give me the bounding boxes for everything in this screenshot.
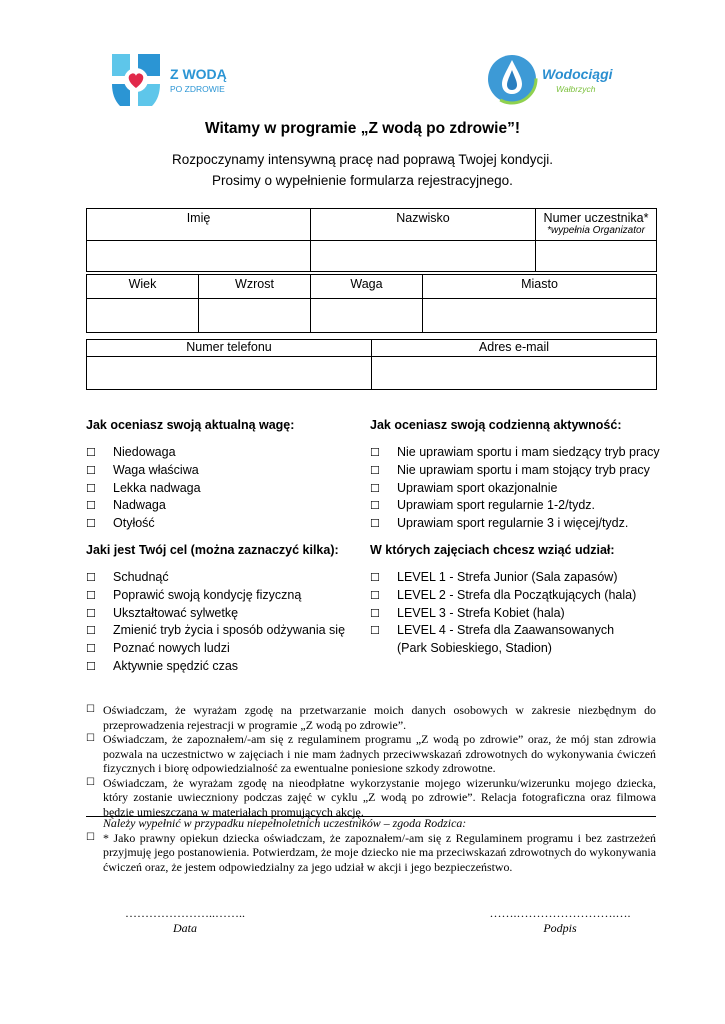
age-field[interactable] [87,299,199,333]
checkbox-icon[interactable]: ☐ [370,463,380,477]
contact-data-table [86,339,657,390]
checkbox-icon[interactable]: ☐ [86,499,96,513]
declaration-item[interactable]: ☐ Oświadczam, że zapoznałem/-am się z regulaminem programu „Z wodą po zdrowie” oraz, że mój stan zdrowia pozwala na uczestnictwo w zajęciach i nie mam żadnych przeciwwskazań zdrowotnych do wykonywania ćwiczeń fizycznych i biorę odpowiedzialność za ewentualne poniesione szkody zdrowotne. [86,732,656,775]
option-item[interactable]: ☐ Aktywnie spędzić czas [86,658,366,676]
logo-text-line1: Z WODĄ [170,66,227,82]
question-heading: Jak oceniasz swoją codzienną aktywność: [370,418,622,432]
signature-label: Podpis [543,921,577,935]
page-title: Witamy w programie „Z wodą po zdrowie”! [204,120,521,137]
page-subtitle-2: Prosimy o wypełnienie formularza rejestracyjnego. [212,173,513,188]
declaration-item[interactable]: ☐ Oświadczam, że wyrażam zgodę na nieodpłatne wykorzystanie mojego wizerunku/wizerunku mojego dziecka, który zostanie uwieczniony podczas zajęć w cyklu „Z wodą po zdrowie”. Relacja fotograficzna oraz filmowa będzie umieszczana w materiałach promujących akcję. [86,775,656,819]
checkbox-icon[interactable]: ☐ [86,588,96,602]
checkbox-icon[interactable]: ☐ [370,517,380,531]
signature-dotted-line[interactable]: …….…………………….…. [489,906,631,920]
checkbox-icon[interactable]: ☐ [370,446,380,459]
z-woda-po-zdrowie-logo [108,52,228,110]
water-drop-icon [486,52,538,106]
checkbox-icon[interactable]: ☐ [86,517,96,531]
checkbox-icon[interactable]: ☐ [370,606,380,620]
checkbox-icon[interactable]: ☐ [86,571,96,584]
height-label: Wzrost [199,275,311,299]
city-field[interactable] [423,299,657,333]
city-label: Miasto [423,275,657,299]
minor-consent [86,816,656,874]
personal-data-table [86,208,657,272]
option-item[interactable]: ☐ Waga właściwa [86,462,356,480]
classes-question [370,543,660,658]
option-item[interactable]: ☐ LEVEL 4 - Strefa dla Zaawansowanych (Park Sobieskiego, Stadion) [370,622,660,658]
option-item[interactable]: ☐ Schudnąć [86,569,366,587]
guardian-declaration[interactable]: ☐ * Jako prawny opiekun dziecka oświadczam, że zapoznałem/-am się z Regulaminem programu i bez zastrzeżeń przyjmuję jego postanowienia. Potwierdzam, że moje dziecko nie ma przeciwskazań zdrowotnych do wykonywania ćwiczeń oraz, że jestem odpowiedzialny za jego udział w akcji i jego bezpieczeństwo. [86,830,656,874]
checkbox-icon[interactable]: ☐ [86,704,95,715]
participant-number-field[interactable] [536,241,657,272]
option-item[interactable]: ☐ Zmienić tryb życia i sposób odżywania się [86,622,366,640]
logo-text-line2: Wałbrzych [556,84,596,94]
activity-question [370,418,660,533]
checkbox-icon[interactable]: ☐ [86,606,96,620]
weight-label: Waga [311,275,423,299]
option-item[interactable]: ☐ Uprawiam sport regularnie 1-2/tydz. [370,497,660,515]
checkbox-icon[interactable]: ☐ [86,733,95,744]
option-item[interactable]: ☐ Nadwaga [86,497,356,515]
last-name-label: Nazwisko [311,209,536,241]
question-heading: Jak oceniasz swoją aktualną wagę: [86,418,295,432]
phone-label: Numer telefonu [87,340,372,357]
date-label: Data [173,921,197,935]
checkbox-icon[interactable]: ☐ [370,481,380,495]
checkbox-icon[interactable]: ☐ [86,463,96,477]
weight-field[interactable] [311,299,423,333]
goal-question [86,543,366,676]
checkbox-icon[interactable]: ☐ [86,659,96,673]
logo-text-line2: PO ZDROWIE [170,84,225,94]
option-item[interactable]: ☐ Uprawiam sport regularnie 3 i więcej/tydz. [370,515,660,533]
page-subtitle-1: Rozpoczynamy intensywną pracę nad poprawą Twojej kondycji. [172,152,553,167]
option-item[interactable]: ☐ LEVEL 2 - Strefa dla Początkujących (hala) [370,587,660,605]
option-item[interactable]: ☐ Niedowaga [86,444,356,462]
declaration-item[interactable]: ☐ Oświadczam, że wyrażam zgodę na przetwarzanie moich danych osobowych w zakresie niezbędnym do przeprowadzenia rejestracji w programie „Z wodą po zdrowie”. [86,703,656,732]
checkbox-icon[interactable]: ☐ [370,588,380,602]
first-name-field[interactable] [87,241,311,272]
age-label: Wiek [87,275,199,299]
minor-note: Należy wypełnić w przypadku niepełnoletnich uczestników – zgoda Rodzica: [103,816,467,830]
phone-field[interactable] [87,357,372,390]
option-item[interactable]: ☐ Otyłość [86,515,356,533]
question-heading: W których zajęciach chcesz wziąć udział: [370,543,615,557]
option-item[interactable]: ☐ Poznać nowych ludzi [86,640,366,658]
logo-text-line1: Wodociągi [542,66,613,82]
date-signature [100,906,270,936]
option-item[interactable]: ☐ Uprawiam sport okazjonalnie [370,480,660,498]
date-dotted-line[interactable]: …………………..…….. [125,906,245,920]
checkbox-icon[interactable]: ☐ [86,831,95,843]
checkbox-icon[interactable]: ☐ [370,624,380,638]
participant-number-hint: *wypełnia Organizator [547,225,645,236]
checkbox-icon[interactable]: ☐ [86,624,96,638]
signature-block [470,906,650,936]
option-item[interactable]: ☐ Ukształtować sylwetkę [86,605,366,623]
declarations [86,703,656,819]
email-field[interactable] [372,357,657,390]
checkbox-icon[interactable]: ☐ [86,446,96,459]
checkbox-icon[interactable]: ☐ [370,571,380,584]
email-label: Adres e-mail [372,340,657,357]
option-item[interactable]: ☐ LEVEL 3 - Strefa Kobiet (hala) [370,605,660,623]
option-item[interactable]: ☐ Lekka nadwaga [86,480,356,498]
body-data-table [86,274,657,333]
question-heading: Jaki jest Twój cel (można zaznaczyć kilka): [86,543,339,557]
wodociagi-walbrzych-logo [486,52,626,110]
option-item[interactable]: ☐ Nie uprawiam sportu i mam stojący tryb pracy [370,462,660,480]
checkbox-icon[interactable]: ☐ [86,481,96,495]
first-name-label: Imię [87,209,311,241]
last-name-field[interactable] [311,241,536,272]
participant-number-label: Numer uczestnika* *wypełnia Organizator [536,209,657,241]
weight-question [86,418,356,533]
height-field[interactable] [199,299,311,333]
option-item[interactable]: ☐ Nie uprawiam sportu i mam siedzący tryb pracy [370,444,660,462]
heart-water-drop-icon [108,52,164,110]
option-item[interactable]: ☐ Poprawić swoją kondycję fizyczną [86,587,366,605]
checkbox-icon[interactable]: ☐ [370,499,380,513]
option-item[interactable]: ☐ LEVEL 1 - Strefa Junior (Sala zapasów) [370,569,660,587]
checkbox-icon[interactable]: ☐ [86,776,95,788]
checkbox-icon[interactable]: ☐ [86,642,96,656]
